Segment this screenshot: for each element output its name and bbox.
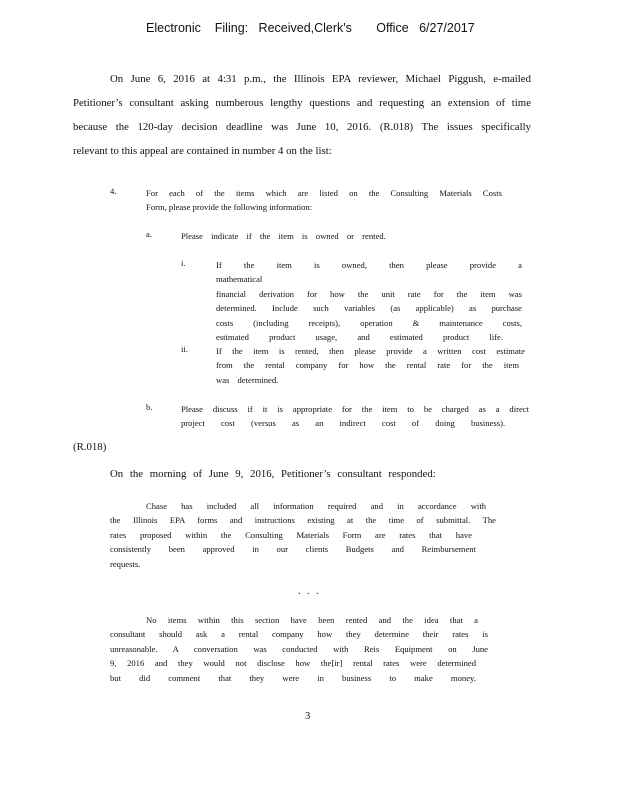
ellipsis: . . . — [298, 586, 321, 597]
item-b-text — [181, 402, 529, 431]
response-quote-1-line: requests. — [110, 558, 141, 569]
item-ii-line: If the item is rented, then please provide a written cost estimate — [216, 346, 525, 356]
electronic-filing-header: Electronic Filing: Received,Clerk's Office 6/27/2017 — [146, 21, 475, 35]
item-b-letter: b. — [146, 402, 153, 412]
response-quote-1-line: consistently been approved in our clients Budgets and Reimbursement — [110, 544, 476, 555]
response-quote-1-line: the Illinois EPA forms and instructions existing at the time of submittal. The — [110, 515, 496, 526]
item-i-text — [216, 258, 522, 344]
response-quote-2-line: No items within this section have been rented and the idea that a — [146, 615, 478, 625]
item-i-line: estimated product usage, and estimated product life. — [216, 332, 503, 343]
item-i-line: determined. Include such variables (as applicable) as purchase — [216, 303, 522, 314]
item-4-line: Form, please provide the following information: — [146, 202, 313, 213]
response-quote-2-line: but did comment that they were in business to make money. — [110, 672, 476, 683]
item-i-line: financial derivation for how the unit rate for the item was — [216, 288, 522, 299]
item-4-number: 4. — [110, 186, 117, 196]
response-quote-1-line: Chase has included all information required and in accordance with — [146, 501, 486, 511]
intro-line: relevant to this appeal are contained in number 4 on the list: — [73, 145, 332, 157]
item-ii-numeral: ii. — [181, 344, 188, 354]
item-b-line: project cost (versus as an indirect cost of doing business). — [181, 418, 506, 429]
item-i-line: costs (including receipts), operation & maintenance costs, — [216, 317, 522, 328]
response-quote-2 — [110, 613, 488, 685]
response-quote-1-line: rates proposed within the Consulting Materials Form are rates that have — [110, 529, 472, 540]
item-ii-line: was determined. — [216, 374, 279, 385]
item-4-text — [146, 186, 502, 215]
response-quote-2-line: consultant should ask a rental company how they determine their rates is — [110, 629, 488, 640]
intro-line: On June 6, 2016 at 4:31 p.m., the Illinois EPA reviewer, Michael Piggush, e-mailed — [110, 73, 531, 85]
response-intro: On the morning of June 9, 2016, Petitioner’s consultant responded: — [110, 468, 436, 480]
page-number: 3 — [305, 711, 311, 722]
response-quote-2-line: unreasonable. A conversation was conducted with Reis Equipment on June — [110, 643, 488, 654]
item-ii-line: from the rental company for how the rental rate for the item — [216, 360, 519, 371]
intro-line: because the 120-day decision deadline was June 10, 2016. (R.018) The issues specifically — [73, 121, 531, 133]
record-citation: (R.018) — [73, 441, 107, 453]
response-quote-2-line: 9, 2016 and they would not disclose how the[ir] rental rates were determined — [110, 658, 476, 669]
item-4-line: For each of the items which are listed on the Consulting Materials Costs — [146, 188, 502, 198]
item-ii-text — [216, 344, 525, 387]
item-a-letter: a. — [146, 229, 152, 239]
item-b-line: Please discuss if it is appropriate for the item to be charged as a direct — [181, 404, 529, 414]
intro-line: Petitioner’s consultant asking numberous lengthy questions and requesting an extension of time — [73, 97, 531, 109]
response-quote-1 — [110, 499, 496, 571]
item-i-line: If the item is owned, then please provide a mathematical — [216, 260, 522, 285]
intro-paragraph — [73, 67, 531, 163]
item-i-numeral: i. — [181, 258, 186, 268]
item-a-text: Please indicate if the item is owned or rented. — [181, 231, 386, 241]
